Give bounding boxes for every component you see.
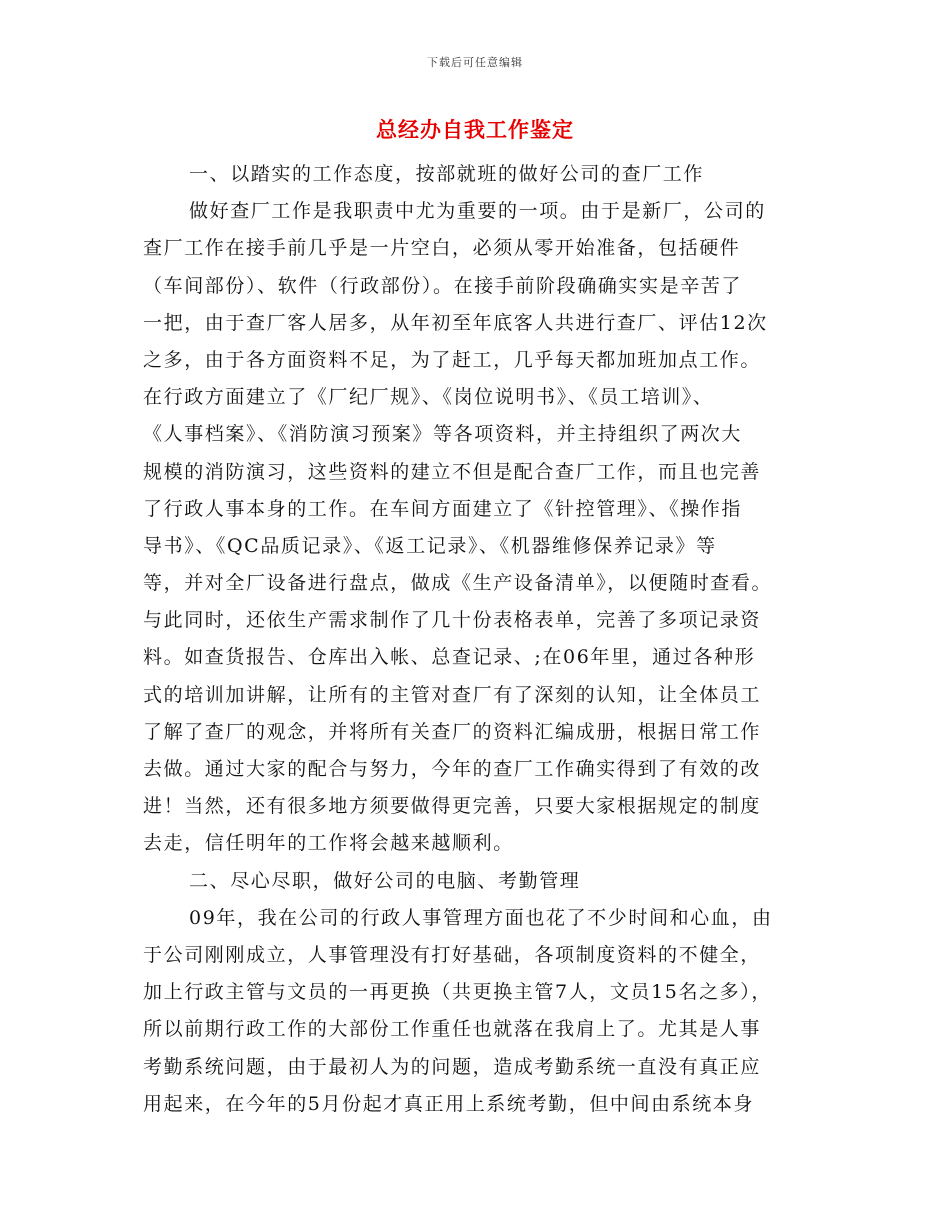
text-line: 导书》、《QC品质记录》、《返工记录》、《机器维修保养记录》等 (143, 534, 717, 557)
text-line: 规模的消防演习，这些资料的建立不但是配合查厂工作，而且也完善 (143, 460, 762, 483)
text-line: 在行政方面建立了《厂纪厂规》、《岗位说明书》、《员工培训》、 (143, 386, 714, 409)
text-line: 查厂工作在接手前几乎是一片空白，必须从零开始准备，包括硬件 (143, 237, 741, 260)
document-title: 总经办自我工作鉴定 (376, 117, 574, 142)
text-line: 料。如查货报告、仓库出入帐、总查记录、;在06年里，通过各种形 (143, 646, 756, 669)
text-line: 做好查厂工作是我职责中尤为重要的一项。由于是新厂，公司的 (189, 200, 766, 223)
text-line: 了解了查厂的观念，并将所有关查厂的资料汇编成册，根据日常工作 (143, 720, 762, 743)
text-line: 《人事档案》、《消防演习预案》等各项资料，并主持组织了两次大 (143, 423, 743, 446)
text-line: 于公司刚刚成立，人事管理没有打好基础，各项制度资料的不健全， (143, 943, 762, 966)
text-line: 去做。通过大家的配合与努力，今年的查厂工作确实得到了有效的改 (143, 758, 762, 780)
text-line: 09年，我在公司的行政人事管理方面也花了不少时间和心血，由 (189, 906, 773, 929)
text-line: 用起来，在今年的5月份起才真正用上系统考勤，但中间由系统本身 (143, 1092, 755, 1115)
text-line: 进！当然，还有很多地方须要做得更完善，只要大家根据规定的制度 (143, 795, 762, 818)
text-line: 式的培训加讲解，让所有的主管对查厂有了深刻的认知，让全体员工 (143, 683, 762, 706)
text-line: 了行政人事本身的工作。在车间方面建立了《针控管理》、《操作指 (143, 497, 743, 520)
text-line: （车间部份）、软件（行政部份）。在接手前阶段确确实实是辛苦了 (143, 274, 743, 297)
document-body (143, 156, 823, 1123)
text-line: 与此同时，还依生产需求制作了几十份表格表单，完善了多项记录资 (143, 609, 762, 632)
text-line: 加上行政主管与文员的一再更换（共更换主管7人，文员15名之多）， (143, 981, 772, 1004)
text-line: 一、以踏实的工作态度，按部就班的做好公司的查厂工作 (189, 163, 705, 185)
text-line: 所以前期行政工作的大部份工作重任也就落在我肩上了。尤其是人事 (143, 1018, 762, 1041)
text-line: 等，并对全厂设备进行盘点，做成《生产设备清单》，以便随时查看。 (143, 572, 773, 595)
text-line: 一把，由于查厂客人居多，从年初至年底客人共进行查厂、评估12次 (143, 311, 768, 334)
text-line: 之多，由于各方面资料不足，为了赶工，几乎每天都加班加点工作。 (143, 348, 762, 371)
text-line: 二、尽心尽职，做好公司的电脑、考勤管理 (189, 869, 581, 892)
header-note: 下载后可任意编辑 (427, 56, 523, 69)
text-line: 去走，信任明年的工作将会越来越顺利。 (143, 832, 514, 855)
text-line: 考勤系统问题，由于最初人为的问题，造成考勤系统一直没有真正应 (143, 1055, 762, 1078)
